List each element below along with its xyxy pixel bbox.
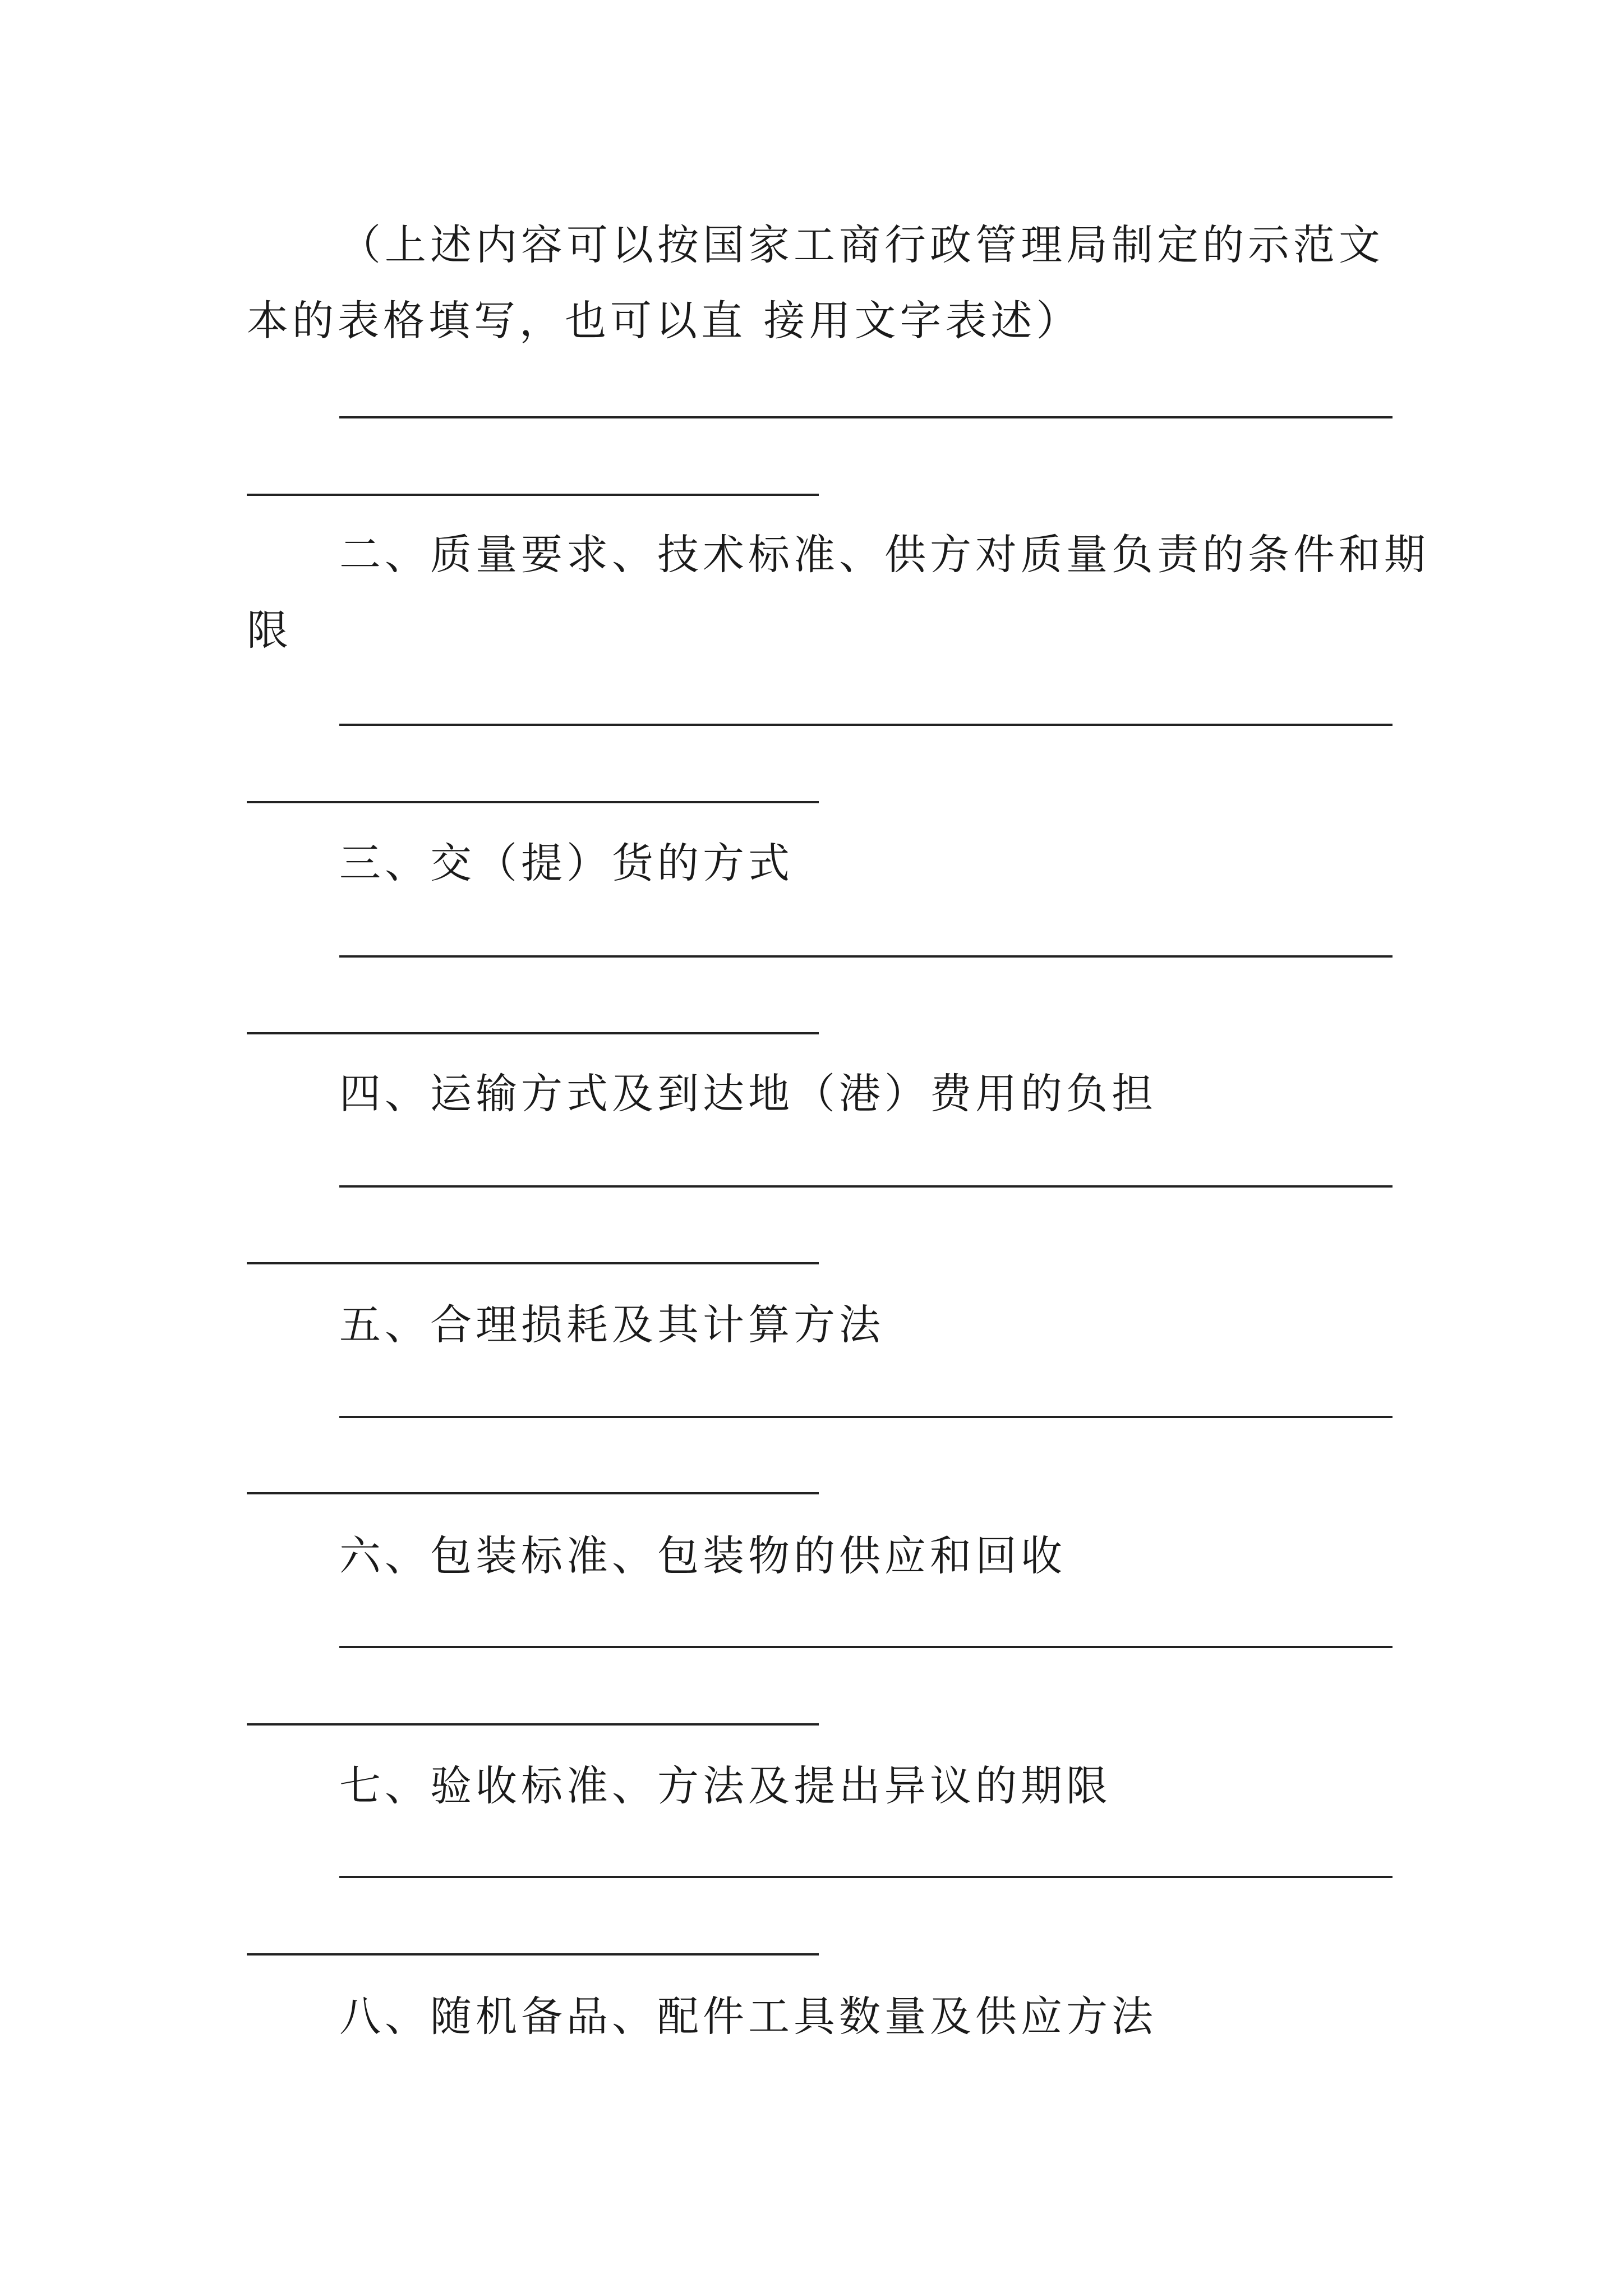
fill-in-blank-line[interactable] bbox=[247, 1262, 819, 1264]
intro-line-1: （上述内容可以按国家工商行政管理局制定的示范文 bbox=[339, 221, 1384, 269]
fill-in-blank-line[interactable] bbox=[247, 1492, 819, 1494]
fill-in-blank-line[interactable] bbox=[339, 955, 1393, 958]
section-heading-delivery: 三、交（提）货的方式 bbox=[339, 839, 794, 887]
fill-in-blank-line[interactable] bbox=[339, 1646, 1393, 1648]
fill-in-blank-line[interactable] bbox=[339, 724, 1393, 726]
section-heading-quality: 二、质量要求、技术标准、供方对质量负责的条件和期 bbox=[339, 531, 1430, 579]
section-heading-quality-cont: 限 bbox=[247, 606, 292, 655]
fill-in-blank-line[interactable] bbox=[339, 416, 1393, 418]
fill-in-blank-line[interactable] bbox=[247, 1032, 819, 1034]
fill-in-blank-line[interactable] bbox=[247, 801, 819, 803]
section-heading-packaging: 六、包装标准、包装物的供应和回收 bbox=[339, 1532, 1066, 1580]
fill-in-blank-line[interactable] bbox=[247, 494, 819, 496]
fill-in-blank-line[interactable] bbox=[339, 1185, 1393, 1188]
fill-in-blank-line[interactable] bbox=[339, 1876, 1393, 1878]
fill-in-blank-line[interactable] bbox=[247, 1723, 819, 1726]
section-heading-spare-parts: 八、随机备品、配件工具数量及供应方法 bbox=[339, 1993, 1157, 2041]
intro-line-2: 本的表格填写，也可以直 接用文字表述） bbox=[247, 297, 1082, 345]
section-heading-loss: 五、合理损耗及其计算方法 bbox=[339, 1301, 884, 1349]
fill-in-blank-line[interactable] bbox=[339, 1416, 1393, 1418]
section-heading-acceptance: 七、验收标准、方法及提出异议的期限 bbox=[339, 1762, 1112, 1810]
fill-in-blank-line[interactable] bbox=[247, 1953, 819, 1955]
section-heading-transport: 四、运输方式及到达地（港）费用的负担 bbox=[339, 1070, 1157, 1118]
